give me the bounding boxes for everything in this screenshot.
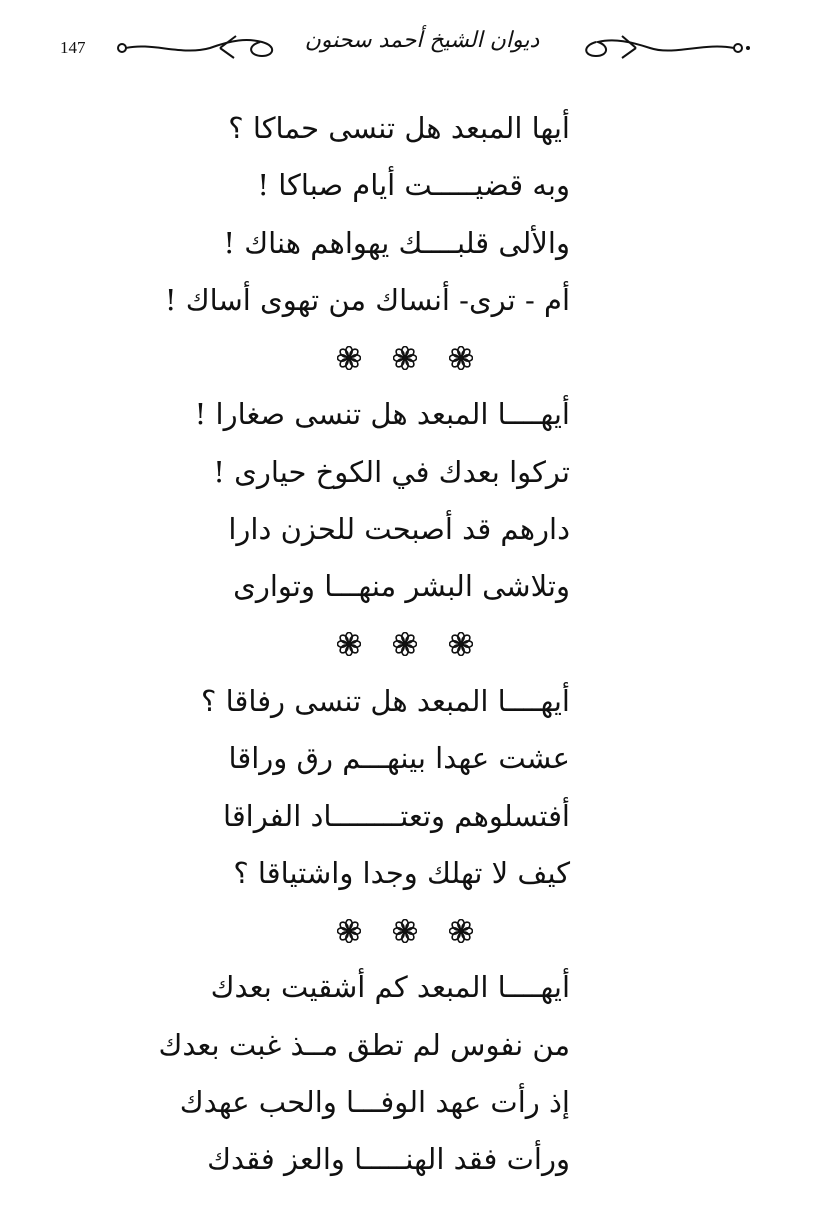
scroll-ornament-icon <box>574 32 754 62</box>
page-header <box>0 18 822 78</box>
verse-line: وبه قضيـــــت أيام صباكا ! <box>257 168 570 203</box>
poem <box>158 100 570 1189</box>
verse-line: ورأت فقد الهنـــــا والعز فقدك <box>207 1142 570 1177</box>
scroll-ornament-icon <box>112 32 282 62</box>
flower-ornament-icon <box>337 346 361 370</box>
flower-ornament-icon <box>449 919 473 943</box>
verse-line: أيهــــا المبعد هل تنسى رفاقا ؟ <box>201 683 570 718</box>
flower-ornament-icon <box>449 632 473 656</box>
stanza-separator <box>240 616 570 673</box>
running-title: ديوان الشيخ أحمد سحنون <box>304 28 540 53</box>
stanza-2 <box>194 386 570 615</box>
stanza-1 <box>164 100 570 329</box>
stanza-3 <box>201 673 570 902</box>
stanza-separator <box>240 902 570 959</box>
stanza-4 <box>158 959 570 1188</box>
flower-ornament-icon <box>393 346 417 370</box>
stanza-separator <box>240 329 570 386</box>
verse-line: من نفوس لم تطق مــذ غبت بعدك <box>158 1027 570 1062</box>
verse-line: أيهــــا المبعد هل تنسى صغارا ! <box>194 397 570 432</box>
verse-line: تركوا بعدك في الكوخ حيارى ! <box>213 454 570 489</box>
verse-line: إذ رأت عهد الوفـــا والحب عهدك <box>179 1085 570 1120</box>
flower-ornament-icon <box>393 919 417 943</box>
verse-line: والألى قلبــــك يهواهم هناك ! <box>223 225 570 260</box>
verse-line: أفتسلوهم وتعتــــــــاد الفراقا <box>222 798 570 833</box>
page-number: 147 <box>60 38 86 57</box>
flower-ornament-icon <box>449 346 473 370</box>
verse-line: وتلاشى البشر منهـــا وتوارى <box>233 569 570 604</box>
verse-line: أم - ترى- أنساك من تهوى أساك ! <box>164 282 570 317</box>
flower-ornament-icon <box>337 919 361 943</box>
flower-ornament-icon <box>393 632 417 656</box>
verse-line: أيها المبعد هل تنسى حماكا ؟ <box>228 111 570 145</box>
verse-line: أيهــــا المبعد كم أشقيت بعدك <box>210 970 570 1005</box>
verse-line: كيف لا تهلك وجدا واشتياقا ؟ <box>233 855 570 890</box>
verse-line: عشت عهدا بينهـــم رق وراقا <box>228 741 570 776</box>
flower-ornament-icon <box>337 632 361 656</box>
verse-line: دارهم قد أصبحت للحزن دارا <box>228 512 570 547</box>
